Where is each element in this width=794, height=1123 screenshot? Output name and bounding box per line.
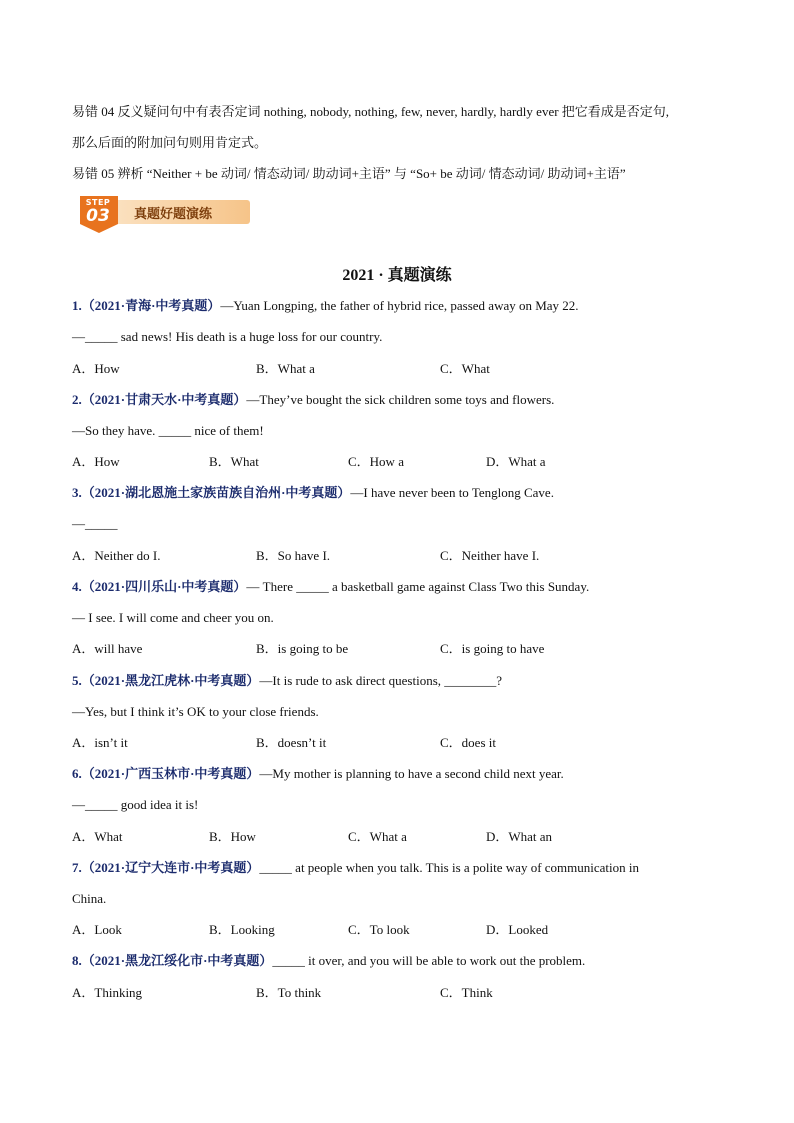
question-text: —They’ve bought the sick children some toys and flowers. — [246, 392, 555, 407]
answer-option[interactable]: B．What a — [256, 361, 315, 376]
answer-option[interactable]: C．Think — [440, 985, 493, 1000]
answer-option[interactable]: A．isn’t it — [72, 735, 128, 750]
intro-line-2: 那么后面的附加问句则用肯定式。 — [72, 135, 268, 150]
question-number: 6. — [72, 766, 82, 781]
question-number: 8. — [72, 953, 82, 968]
answer-option[interactable]: B．doesn’t it — [256, 735, 327, 750]
question-stem — [72, 392, 554, 408]
answer-option[interactable]: D．What a — [486, 454, 546, 469]
question-text: _____ it over, and you will be able to work out the problem. — [272, 953, 586, 968]
question-text: —I have never been to Tenglong Cave. — [350, 485, 554, 500]
answer-option[interactable]: B．To think — [256, 985, 322, 1000]
step-number: 03 — [86, 206, 110, 226]
question-stem — [72, 673, 502, 689]
question-number: 1. — [72, 298, 82, 313]
question-stem — [72, 579, 589, 595]
answer-option[interactable]: C．What a — [348, 829, 407, 844]
section-title: 2021 · 真题演练 — [342, 267, 452, 284]
answer-option[interactable]: C．is going to have — [440, 641, 545, 656]
question-text: —It is rude to ask direct questions, ________? — [259, 673, 503, 688]
question-source: （2021·辽宁大连市·中考真题） — [81, 860, 260, 875]
question-line: —_____ good idea it is! — [72, 797, 199, 812]
question-text: — There _____ a basketball game against Class Two this Sunday. — [246, 579, 590, 594]
answer-option[interactable]: A．will have — [72, 641, 143, 656]
question-source: （2021·广西玉林市·中考真题） — [81, 766, 260, 781]
question-line: —So they have. _____ nice of them! — [72, 423, 264, 438]
question-source: （2021·四川乐山·中考真题） — [81, 579, 247, 594]
answer-option[interactable]: C．What — [440, 361, 490, 376]
question-stem — [72, 298, 579, 314]
answer-option[interactable]: B．Looking — [209, 922, 275, 937]
answer-option[interactable]: A．How — [72, 454, 120, 469]
question-text: —My mother is planning to have a second child next year. — [259, 766, 564, 781]
answer-option[interactable]: D．Looked — [486, 922, 549, 937]
question-source: （2021·黑龙江虎林·中考真题） — [81, 673, 260, 688]
question-source: （2021·青海·中考真题） — [81, 298, 221, 313]
question-source: （2021·黑龙江绥化市·中考真题） — [81, 953, 273, 968]
answer-option[interactable]: A．Thinking — [72, 985, 143, 1000]
answer-option[interactable]: C．How a — [348, 454, 404, 469]
question-number: 2. — [72, 392, 82, 407]
question-line: —Yes, but I think it’s OK to your close friends. — [72, 704, 319, 719]
answer-option[interactable]: B．So have I. — [256, 548, 331, 563]
step-title: 真题好题演练 — [134, 207, 213, 222]
question-stem — [72, 953, 585, 969]
question-number: 7. — [72, 860, 82, 875]
answer-option[interactable]: B．What — [209, 454, 259, 469]
answer-option[interactable]: B．is going to be — [256, 641, 349, 656]
answer-option[interactable]: D．What an — [486, 829, 553, 844]
question-line: —_____ sad news! His death is a huge loss for our country. — [72, 329, 383, 344]
question-line: — I see. I will come and cheer you on. — [72, 610, 274, 625]
answer-option[interactable]: A．What — [72, 829, 123, 844]
question-stem — [72, 485, 554, 501]
answer-option[interactable]: A．Look — [72, 922, 122, 937]
answer-option[interactable]: A．How — [72, 361, 120, 376]
step-word: STEP — [85, 198, 111, 207]
question-text: _____ at people when you talk. This is a polite way of communication in — [259, 860, 639, 875]
answer-option[interactable]: C．does it — [440, 735, 496, 750]
question-source: （2021·甘肃天水·中考真题） — [81, 392, 247, 407]
question-line: —_____ — [72, 516, 118, 531]
question-number: 3. — [72, 485, 82, 500]
question-stem — [72, 860, 639, 876]
question-source: （2021·湖北恩施土家族苗族自治州·中考真题） — [81, 485, 351, 500]
answer-option[interactable]: A．Neither do I. — [72, 548, 161, 563]
question-stem — [72, 766, 564, 782]
answer-option[interactable]: B．How — [209, 829, 256, 844]
answer-option[interactable]: C．To look — [348, 922, 410, 937]
question-number: 4. — [72, 579, 82, 594]
question-text: —Yuan Longping, the father of hybrid rice, passed away on May 22. — [220, 298, 579, 313]
question-line: China. — [72, 891, 107, 906]
answer-option[interactable]: C．Neither have I. — [440, 548, 540, 563]
question-number: 5. — [72, 673, 82, 688]
step-banner — [78, 196, 250, 228]
intro-line-1: 易错 04 反义疑问句中有表否定词 nothing, nobody, nothing, few, never, hardly, hardly ever 把它看成是否定句, — [72, 104, 670, 119]
intro-line-3: 易错 05 辨析 “Neither + be 动词/ 情态动词/ 助动词+主语” 与 “So+ be 动词/ 情态动词/ 助动词+主语” — [72, 166, 626, 181]
